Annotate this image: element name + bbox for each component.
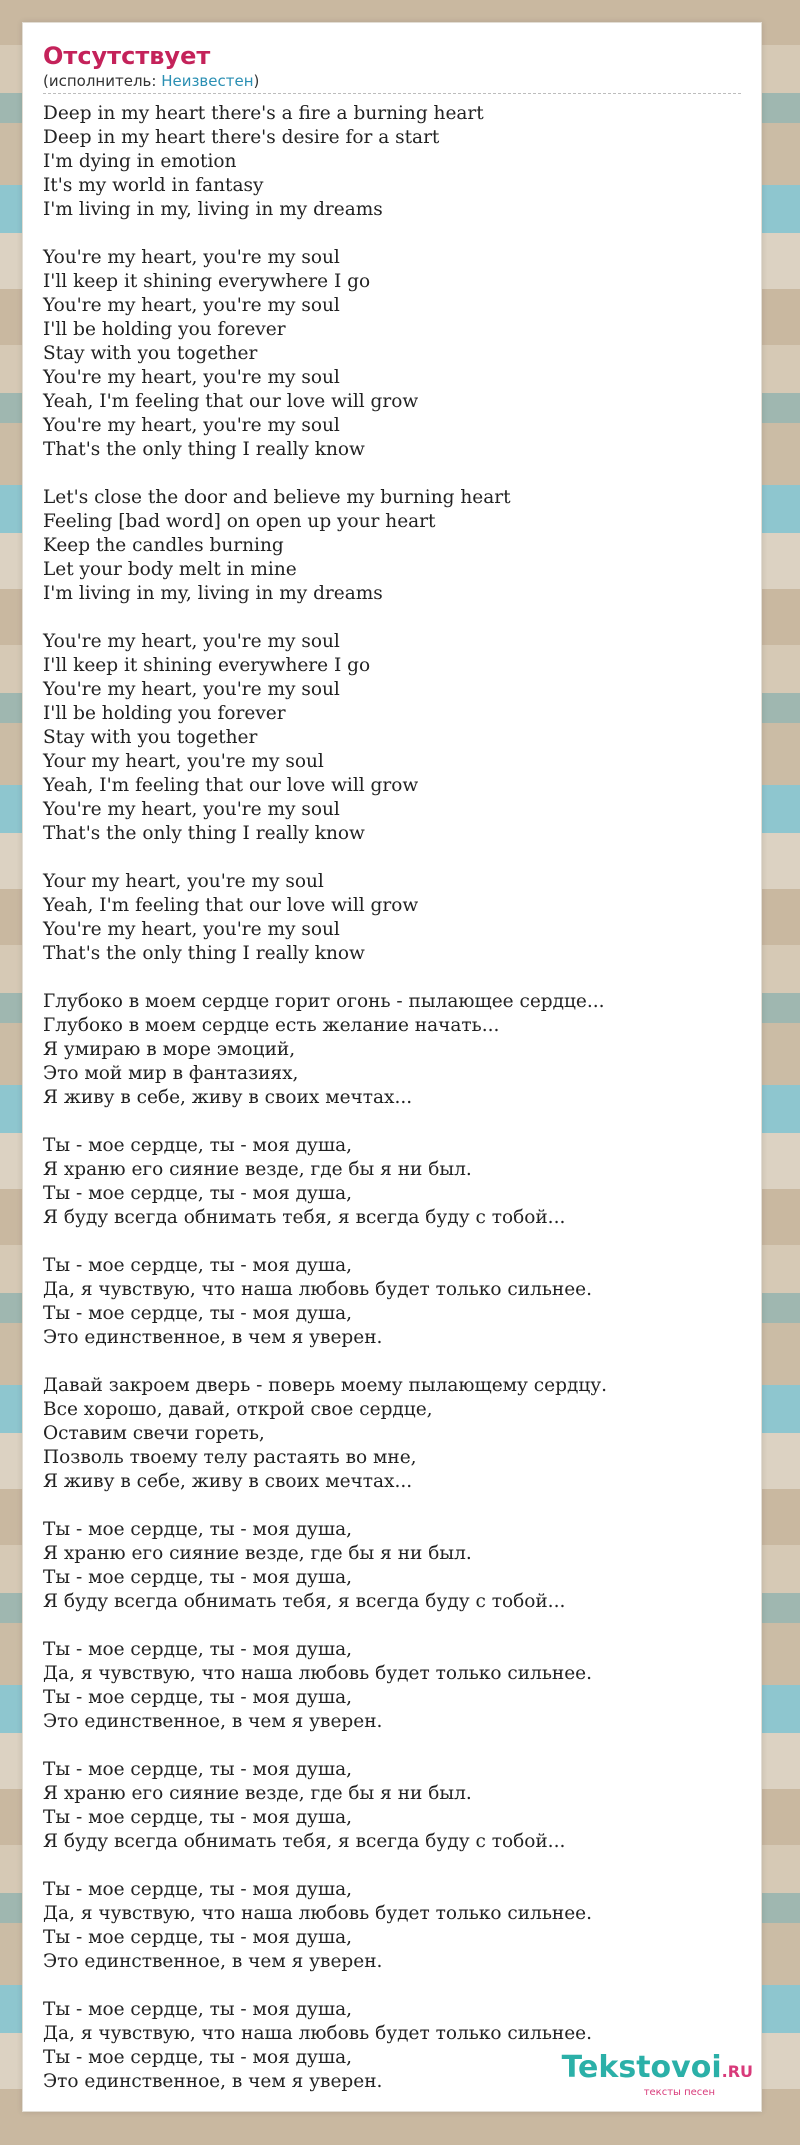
lyric-line: Ты - мое сердце, ты - моя душа, [43, 1687, 353, 1708]
lyric-line: Я храню его сияние везде, где бы я ни был. [43, 1783, 472, 1804]
lyric-line: Your my heart, you're my soul [43, 871, 324, 892]
lyric-line: You're my heart, you're my soul [43, 631, 340, 652]
lyric-line: I'll be holding you forever [43, 319, 286, 340]
lyric-line: Ты - мое сердце, ты - моя душа, [43, 1759, 353, 1780]
lyric-line: Да, я чувствую, что наша любовь будет только сильнее. [43, 1663, 593, 1684]
stanza-gap [43, 846, 741, 870]
lyric-line: That's the only thing I really know [43, 439, 365, 460]
lyric-line: You're my heart, you're my soul [43, 367, 340, 388]
lyric-line: It's my world in fantasy [43, 175, 264, 196]
lyric-line: Это мой мир в фантазиях, [43, 1063, 299, 1084]
lyric-line: Ты - мое сердце, ты - моя душа, [43, 1255, 353, 1276]
lyric-line: Ты - мое сердце, ты - моя душа, [43, 1183, 353, 1204]
lyric-line: Ты - мое сердце, ты - моя душа, [43, 1927, 353, 1948]
lyric-line: Я буду всегда обнимать тебя, я всегда буду с тобой... [43, 1207, 566, 1228]
lyric-line: Ты - мое сердце, ты - моя душа, [43, 2047, 353, 2068]
lyric-line: Да, я чувствую, что наша любовь будет только сильнее. [43, 1279, 593, 1300]
lyric-line: Я буду всегда обнимать тебя, я всегда буду с тобой... [43, 1591, 566, 1612]
lyric-line: Ты - мое сердце, ты - моя душа, [43, 1999, 353, 2020]
lyric-line: Ты - мое сердце, ты - моя душа, [43, 1807, 353, 1828]
lyric-line: Deep in my heart there's desire for a start [43, 127, 440, 148]
lyric-line: Ты - мое сердце, ты - моя душа, [43, 1879, 353, 1900]
lyrics-text [43, 102, 741, 2094]
lyric-line: Your my heart, you're my soul [43, 751, 324, 772]
lyric-line: Feeling [bad word] on open up your heart [43, 511, 436, 532]
lyric-line: Ты - мое сердце, ты - моя душа, [43, 1639, 353, 1660]
lyric-line: Я храню его сияние везде, где бы я ни был. [43, 1543, 472, 1564]
logo-suffix: .RU [721, 2062, 753, 2081]
logo-tagline: тексты песен [643, 2087, 715, 2098]
lyric-line: Это единственное, в чем я уверен. [43, 1951, 383, 1972]
lyric-line: I'm living in my, living in my dreams [43, 199, 383, 220]
lyric-line: Я умираю в море эмоций, [43, 1039, 296, 1060]
lyric-line: Это единственное, в чем я уверен. [43, 1327, 383, 1348]
logo-main-text: Tekstovoi [561, 2050, 722, 2085]
lyric-line: Ты - мое сердце, ты - моя душа, [43, 1303, 353, 1324]
lyric-line: Глубоко в моем сердце есть желание начать... [43, 1015, 500, 1036]
lyric-line: I'm dying in emotion [43, 151, 237, 172]
lyric-line: Это единственное, в чем я уверен. [43, 1711, 383, 1732]
lyric-line: Ты - мое сердце, ты - моя душа, [43, 1567, 353, 1588]
stanza-gap [43, 1350, 741, 1374]
stanza-gap [43, 1974, 741, 1998]
stanza-gap [43, 1230, 741, 1254]
lyric-line: Ты - мое сердце, ты - моя душа, [43, 1135, 353, 1156]
lyric-line: You're my heart, you're my soul [43, 919, 340, 940]
lyric-line: Let's close the door and believe my burning heart [43, 487, 511, 508]
lyric-line: Ты - мое сердце, ты - моя душа, [43, 1519, 353, 1540]
site-logo[interactable] [561, 2050, 753, 2099]
lyric-line: Это единственное, в чем я уверен. [43, 2071, 383, 2092]
lyric-line: Я буду всегда обнимать тебя, я всегда буду с тобой... [43, 1831, 566, 1852]
byline-suffix: ) [253, 72, 260, 90]
logo-wordmark [561, 2050, 753, 2087]
lyric-line: That's the only thing I really know [43, 943, 365, 964]
byline-prefix: (исполнитель: [43, 72, 162, 90]
stanza-gap [43, 1854, 741, 1878]
lyric-line: I'll be holding you forever [43, 703, 286, 724]
lyric-line: Deep in my heart there's a fire a burning heart [43, 103, 484, 124]
stanza-gap [43, 1494, 741, 1518]
lyric-line: Давай закроем дверь - поверь моему пылающему сердцу. [43, 1375, 607, 1396]
lyric-line: You're my heart, you're my soul [43, 295, 340, 316]
lyric-line: Yeah, I'm feeling that our love will grow [43, 391, 419, 412]
lyric-line: Все хорошо, давай, открой свое сердце, [43, 1399, 433, 1420]
lyric-line: Yeah, I'm feeling that our love will grow [43, 775, 419, 796]
lyric-line: That's the only thing I really know [43, 823, 365, 844]
lyric-line: Да, я чувствую, что наша любовь будет только сильнее. [43, 1903, 593, 1924]
lyric-line: Позволь твоему телу растаять во мне, [43, 1447, 417, 1468]
stanza-gap [43, 1614, 741, 1638]
lyric-line: Я живу в себе, живу в своих мечтах... [43, 1087, 413, 1108]
lyric-line: Yeah, I'm feeling that our love will grow [43, 895, 419, 916]
lyric-line: Stay with you together [43, 343, 258, 364]
lyric-line: Да, я чувствую, что наша любовь будет только сильнее. [43, 2023, 593, 2044]
stanza-gap [43, 222, 741, 246]
artist-link[interactable]: Неизвестен [161, 72, 254, 90]
lyric-line: Глубоко в моем сердце горит огонь - пылающее сердце... [43, 991, 605, 1012]
stanza-gap [43, 606, 741, 630]
lyric-line: Оставим свечи гореть, [43, 1423, 265, 1444]
lyric-line: I'm living in my, living in my dreams [43, 583, 383, 604]
lyric-line: Stay with you together [43, 727, 258, 748]
stanza-gap [43, 966, 741, 990]
lyric-line: I'll keep it shining everywhere I go [43, 655, 371, 676]
song-title: Отсутствует [43, 42, 211, 70]
lyric-line: Я храню его сияние везде, где бы я ни был. [43, 1159, 472, 1180]
stanza-gap [43, 462, 741, 486]
lyric-line: I'll keep it shining everywhere I go [43, 271, 371, 292]
lyric-line: Let your body melt in mine [43, 559, 297, 580]
lyric-line: You're my heart, you're my soul [43, 415, 340, 436]
lyric-line: You're my heart, you're my soul [43, 679, 340, 700]
artist-byline [43, 71, 741, 94]
lyric-line: Keep the candles burning [43, 535, 284, 556]
stanza-gap [43, 1110, 741, 1134]
lyrics-card [22, 22, 762, 2112]
lyric-line: Я живу в себе, живу в своих мечтах... [43, 1471, 413, 1492]
lyric-line: You're my heart, you're my soul [43, 247, 340, 268]
stanza-gap [43, 1734, 741, 1758]
lyric-line: You're my heart, you're my soul [43, 799, 340, 820]
